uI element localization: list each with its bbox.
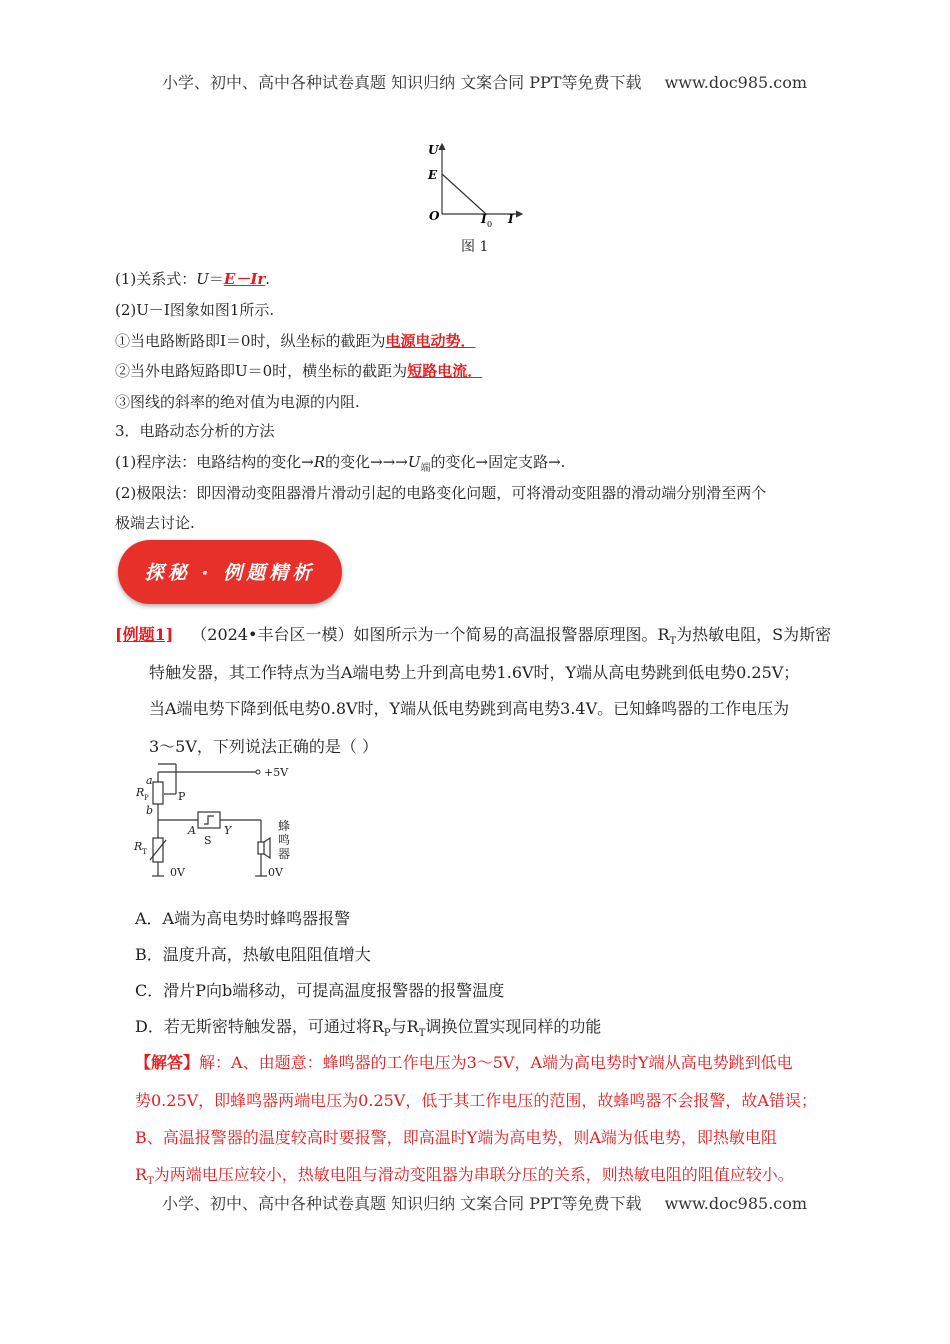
label-p: P [178,790,186,803]
label-i: I [508,212,514,226]
label-u: U [428,143,439,157]
point-2: (2)U－I图象如图1所示. [115,301,275,319]
p1-end: . [265,270,271,288]
p7-sub: 端 [420,463,431,474]
label-y: Y [224,824,232,837]
example-line-1 [115,622,831,647]
answer-line-4 [135,1162,794,1187]
footer-text: 小学、初中、高中各种试卷真题 知识归纳 文案合同 PPT等免费下载 [162,1194,642,1213]
answer-line1-text: 解：A、由题意：蜂鸣器的工作电压为3～5V，A端为高电势时Y端从高电势跳到低电 [199,1053,793,1072]
label-buzzer-1: 蜂 [278,819,291,833]
header-url[interactable]: www.doc985.com [664,73,808,92]
label-o: O [429,209,440,223]
buzzer-body [258,842,264,854]
label-rt-sub: T [142,848,147,856]
p1-prefix: (1)关系式： [115,270,197,288]
label-s: S [204,834,212,847]
option-d-sub1: P [383,1028,391,1040]
label-plus5v: +5V [264,766,289,779]
label-e: E [428,168,438,182]
label-buzzer-3: 器 [278,847,291,861]
p7-b: 的变化→→→ [325,453,408,471]
option-d-c: 调换位置实现同样的功能 [425,1017,602,1036]
example-line-4: 3～5V，下列说法正确的是（ ） [149,737,379,756]
banner-text: 探秘 · 例题精析 [144,562,316,584]
label-0v-right: 0V [268,866,283,879]
p7-r: R [313,453,326,471]
label-b: b [146,804,154,817]
label-rp: R [136,786,145,799]
point-1 [115,268,270,289]
example-line1-rest: 为热敏电阻，S为斯密 [676,625,832,644]
terminal-plus5 [256,770,260,774]
p1-eq: ＝ [208,270,224,288]
label-a-input: A [188,824,196,837]
p7-c: 的变化→固定支路→. [430,453,566,471]
label-rp-sub: P [144,794,149,802]
point-3 [115,330,476,351]
footer-url[interactable]: www.doc985.com [664,1194,808,1213]
page-footer [162,1191,807,1214]
point-6: 3．电路动态分析的方法 [115,422,275,440]
answer-line-3: B、高温报警器的温度较高时要报警，即高温时Y端为高电势，则A端为低电势，即热敏电阻 [135,1128,777,1147]
header-text: 小学、初中、高中各种试卷真题 知识归纳 文案合同 PPT等免费下载 [162,73,642,92]
rp-resistor [153,782,163,804]
answer-line4-rest: 为两端电压应较小，热敏电阻与滑动变阻器为串联分压的关系，则热敏电阻的阻值应较小。 [153,1165,794,1184]
answer-line-2: 势0.25V，即蜂鸣器两端电压为0.25V，低于其工作电压的范围，故蜂鸣器不会报警，故A错误； [135,1091,817,1110]
ui-line [442,174,486,214]
page-header [162,70,807,93]
point-8b: 极端去讨论. [115,514,195,532]
example-tag: [例题1] [115,625,174,644]
point-8a: (2)极限法：即因滑动变阻器滑片滑动引起的电路变化问题，可将滑动变阻器的滑动端分别滑至两个 [115,484,767,502]
buzzer-cone [264,838,270,858]
circuit-diagram [128,760,308,885]
p7-u: U [407,453,421,471]
section-banner [118,540,342,604]
answer-line-1 [135,1050,793,1073]
rt-arrow [150,840,166,860]
point-5: ③图线的斜率的绝对值为电源的内阻. [115,393,360,411]
label-rt: R [134,840,143,853]
p4-answer: 短路电流． [407,362,483,380]
label-i0-sub: 0 [487,220,493,229]
figure1-caption: 图 1 [461,239,489,255]
option-d-b: 与R [390,1017,419,1036]
figure1-graph [420,138,540,238]
answer-line4-sub: T [147,1176,154,1188]
answer-line4-r: R [135,1165,148,1184]
schmitt-symbol [204,816,214,824]
option-d-sub2: T [418,1028,426,1040]
p4-text: ②当外电路短路即U＝0时，横坐标的截距为 [115,362,408,380]
option-c[interactable]: C．滑片P向b端移动，可提高温度报警器的报警温度 [135,981,505,1000]
example-line-3: 当A端电势下降到低电势0.8V时，Y端从低电势跳到高电势3.4V。已知蜂鸣器的工作电压为 [149,699,790,718]
label-0v-left: 0V [170,866,185,879]
example-line1-text: （2024•丰台区一模）如图所示为一个简易的高温报警器原理图。R [191,625,670,644]
option-a[interactable]: A．A端为高电势时蜂鸣器报警 [135,909,351,928]
example-line-2: 特触发器，其工作特点为当A端电势上升到高电势1.6V时，Y端从高电势跳到低电势0.25V； [149,663,800,682]
p1-u: U [196,270,209,288]
answer-tag: 【解答】 [135,1053,200,1072]
option-d-a: D．若无斯密特触发器，可通过将R [135,1017,384,1036]
label-a: a [146,774,153,787]
option-d[interactable] [135,1014,601,1039]
p3-text: ①当电路断路即I＝0时，纵坐标的截距为 [115,332,386,350]
point-4 [115,360,482,381]
option-b[interactable]: B．温度升高，热敏电阻阻值增大 [135,945,371,964]
label-buzzer-2: 鸣 [278,833,291,847]
schmitt-trigger [198,812,220,828]
example-line1-sub: T [669,636,677,648]
p3-answer: 电源电动势． [385,332,476,350]
label-i0: I [481,212,487,226]
p1-answer: E－Ir [223,270,266,288]
p7-a: (1)程序法：电路结构的变化→ [115,453,314,471]
point-7 [115,451,565,474]
